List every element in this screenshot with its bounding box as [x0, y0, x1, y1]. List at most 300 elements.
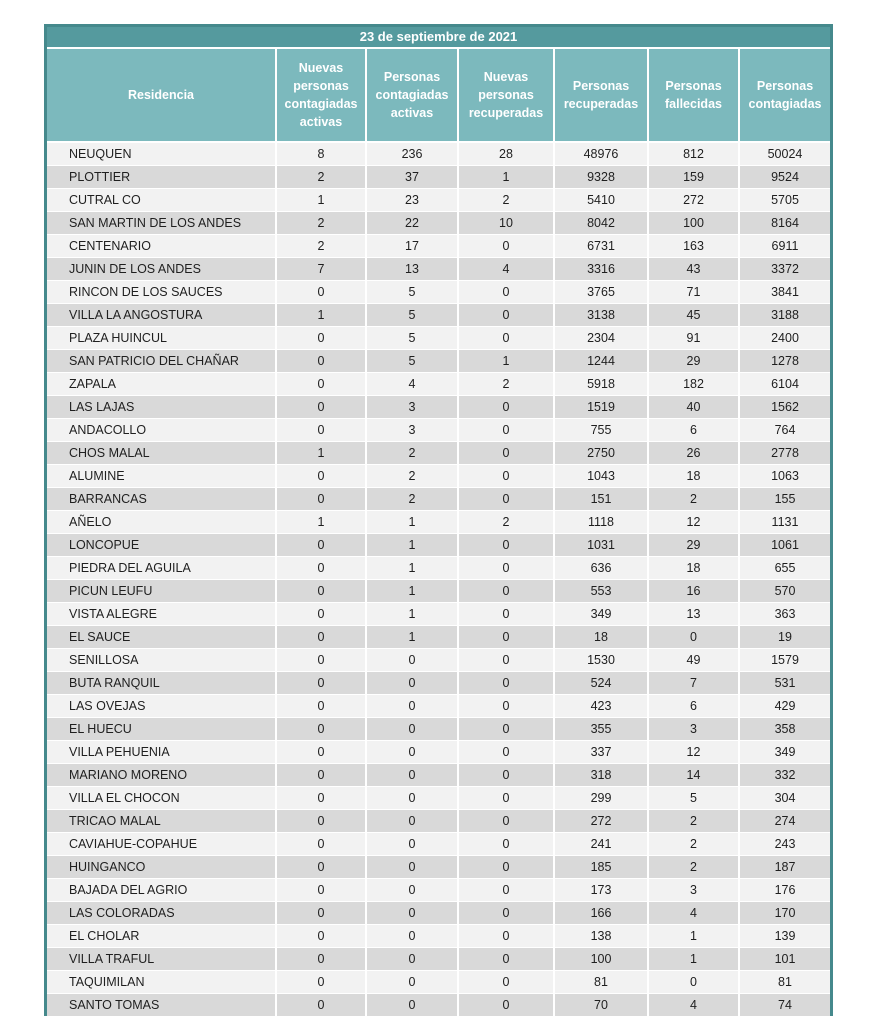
value-cell: 1131 [739, 511, 830, 534]
residencia-cell: PLAZA HUINCUL [47, 327, 276, 350]
value-cell: 531 [739, 672, 830, 695]
value-cell: 0 [276, 741, 366, 764]
value-cell: 243 [739, 833, 830, 856]
table-row [47, 534, 830, 557]
value-cell: 0 [366, 787, 458, 810]
value-cell: 5 [648, 787, 739, 810]
value-cell: 1031 [554, 534, 648, 557]
value-cell: 5 [366, 304, 458, 327]
value-cell: 2 [366, 488, 458, 511]
value-cell: 0 [276, 787, 366, 810]
value-cell: 49 [648, 649, 739, 672]
value-cell: 0 [458, 488, 554, 511]
value-cell: 0 [366, 902, 458, 925]
residencia-cell: ZAPALA [47, 373, 276, 396]
value-cell: 1 [276, 442, 366, 465]
value-cell: 0 [276, 879, 366, 902]
value-cell: 0 [648, 626, 739, 649]
value-cell: 0 [276, 810, 366, 833]
value-cell: 2400 [739, 327, 830, 350]
residencia-cell: BAJADA DEL AGRIO [47, 879, 276, 902]
residencia-cell: TRICAO MALAL [47, 810, 276, 833]
value-cell: 1 [366, 534, 458, 557]
value-cell: 299 [554, 787, 648, 810]
value-cell: 0 [366, 856, 458, 879]
value-cell: 48976 [554, 142, 648, 166]
value-cell: 0 [458, 695, 554, 718]
value-cell: 100 [554, 948, 648, 971]
value-cell: 71 [648, 281, 739, 304]
value-cell: 139 [739, 925, 830, 948]
value-cell: 0 [276, 373, 366, 396]
value-cell: 2750 [554, 442, 648, 465]
value-cell: 70 [554, 994, 648, 1017]
table-row [47, 603, 830, 626]
table-row [47, 350, 830, 373]
value-cell: 0 [458, 787, 554, 810]
table-row [47, 419, 830, 442]
value-cell: 74 [739, 994, 830, 1017]
residencia-cell: AÑELO [47, 511, 276, 534]
value-cell: 0 [648, 971, 739, 994]
value-cell: 10 [458, 212, 554, 235]
value-cell: 138 [554, 925, 648, 948]
value-cell: 1061 [739, 534, 830, 557]
residencia-cell: HUINGANCO [47, 856, 276, 879]
value-cell: 1 [648, 948, 739, 971]
value-cell: 0 [276, 948, 366, 971]
value-cell: 91 [648, 327, 739, 350]
table-row [47, 511, 830, 534]
value-cell: 0 [366, 925, 458, 948]
table-row [47, 189, 830, 212]
residencia-cell: ALUMINE [47, 465, 276, 488]
value-cell: 0 [276, 327, 366, 350]
value-cell: 3138 [554, 304, 648, 327]
value-cell: 0 [458, 902, 554, 925]
value-cell: 812 [648, 142, 739, 166]
value-cell: 155 [739, 488, 830, 511]
value-cell: 8 [276, 142, 366, 166]
value-cell: 6104 [739, 373, 830, 396]
value-cell: 1 [366, 603, 458, 626]
table-row [47, 925, 830, 948]
value-cell: 1 [648, 925, 739, 948]
value-cell: 570 [739, 580, 830, 603]
value-cell: 3 [648, 879, 739, 902]
value-cell: 19 [739, 626, 830, 649]
value-cell: 4 [366, 373, 458, 396]
value-cell: 0 [458, 419, 554, 442]
table-row [47, 212, 830, 235]
value-cell: 23 [366, 189, 458, 212]
value-cell: 1118 [554, 511, 648, 534]
value-cell: 0 [366, 879, 458, 902]
value-cell: 29 [648, 350, 739, 373]
value-cell: 1 [366, 511, 458, 534]
value-cell: 14 [648, 764, 739, 787]
table-row [47, 488, 830, 511]
table-row [47, 442, 830, 465]
value-cell: 26 [648, 442, 739, 465]
table-row [47, 695, 830, 718]
table-row [47, 626, 830, 649]
residencia-cell: LAS OVEJAS [47, 695, 276, 718]
value-cell: 166 [554, 902, 648, 925]
value-cell: 176 [739, 879, 830, 902]
table-row [47, 718, 830, 741]
table-row [47, 902, 830, 925]
value-cell: 40 [648, 396, 739, 419]
column-header: Nuevas personas contagiadas activas [276, 49, 366, 142]
value-cell: 241 [554, 833, 648, 856]
residencia-cell: CENTENARIO [47, 235, 276, 258]
value-cell: 170 [739, 902, 830, 925]
value-cell: 0 [366, 948, 458, 971]
value-cell: 2 [648, 833, 739, 856]
value-cell: 9524 [739, 166, 830, 189]
value-cell: 0 [276, 833, 366, 856]
value-cell: 349 [554, 603, 648, 626]
value-cell: 1519 [554, 396, 648, 419]
value-cell: 0 [458, 649, 554, 672]
value-cell: 29 [648, 534, 739, 557]
value-cell: 272 [648, 189, 739, 212]
table-row [47, 856, 830, 879]
table-row [47, 281, 830, 304]
value-cell: 655 [739, 557, 830, 580]
table-row [47, 327, 830, 350]
header-row [47, 49, 830, 142]
value-cell: 0 [458, 235, 554, 258]
value-cell: 0 [276, 764, 366, 787]
value-cell: 0 [366, 649, 458, 672]
value-cell: 0 [276, 465, 366, 488]
value-cell: 0 [276, 626, 366, 649]
residencia-cell: RINCON DE LOS SAUCES [47, 281, 276, 304]
value-cell: 5 [366, 281, 458, 304]
value-cell: 0 [366, 810, 458, 833]
value-cell: 3372 [739, 258, 830, 281]
residencia-cell: PICUN LEUFU [47, 580, 276, 603]
value-cell: 0 [458, 879, 554, 902]
value-cell: 423 [554, 695, 648, 718]
value-cell: 2 [648, 810, 739, 833]
value-cell: 16 [648, 580, 739, 603]
table-title: 23 de septiembre de 2021 [47, 27, 830, 49]
value-cell: 0 [458, 442, 554, 465]
table-row [47, 396, 830, 419]
value-cell: 332 [739, 764, 830, 787]
value-cell: 0 [276, 419, 366, 442]
value-cell: 81 [739, 971, 830, 994]
value-cell: 13 [648, 603, 739, 626]
value-cell: 349 [739, 741, 830, 764]
value-cell: 636 [554, 557, 648, 580]
value-cell: 1 [366, 557, 458, 580]
value-cell: 18 [648, 465, 739, 488]
value-cell: 0 [458, 534, 554, 557]
value-cell: 0 [458, 741, 554, 764]
value-cell: 1278 [739, 350, 830, 373]
value-cell: 2 [458, 189, 554, 212]
value-cell: 1530 [554, 649, 648, 672]
value-cell: 0 [458, 672, 554, 695]
value-cell: 363 [739, 603, 830, 626]
value-cell: 274 [739, 810, 830, 833]
value-cell: 0 [276, 994, 366, 1017]
value-cell: 0 [458, 603, 554, 626]
value-cell: 304 [739, 787, 830, 810]
value-cell: 0 [276, 580, 366, 603]
value-cell: 3316 [554, 258, 648, 281]
table-row [47, 580, 830, 603]
value-cell: 37 [366, 166, 458, 189]
table-row [47, 994, 830, 1017]
residencia-cell: TAQUIMILAN [47, 971, 276, 994]
residencia-cell: SAN PATRICIO DEL CHAÑAR [47, 350, 276, 373]
residencia-cell: VISTA ALEGRE [47, 603, 276, 626]
table-row [47, 879, 830, 902]
table-row [47, 971, 830, 994]
table-row [47, 235, 830, 258]
value-cell: 358 [739, 718, 830, 741]
value-cell: 0 [366, 741, 458, 764]
value-cell: 6731 [554, 235, 648, 258]
value-cell: 0 [276, 902, 366, 925]
residencia-cell: CUTRAL CO [47, 189, 276, 212]
value-cell: 159 [648, 166, 739, 189]
value-cell: 1579 [739, 649, 830, 672]
residencia-cell: VILLA EL CHOCON [47, 787, 276, 810]
value-cell: 5 [366, 350, 458, 373]
table-row [47, 810, 830, 833]
table-row [47, 741, 830, 764]
table-row [47, 557, 830, 580]
residencia-cell: NEUQUEN [47, 142, 276, 166]
value-cell: 8164 [739, 212, 830, 235]
residencia-cell: VILLA LA ANGOSTURA [47, 304, 276, 327]
value-cell: 2 [366, 442, 458, 465]
value-cell: 0 [276, 534, 366, 557]
column-header: Personas recuperadas [554, 49, 648, 142]
covid-report-table [44, 24, 833, 1016]
value-cell: 6 [648, 419, 739, 442]
value-cell: 337 [554, 741, 648, 764]
value-cell: 0 [366, 833, 458, 856]
value-cell: 173 [554, 879, 648, 902]
value-cell: 272 [554, 810, 648, 833]
value-cell: 4 [648, 902, 739, 925]
value-cell: 3765 [554, 281, 648, 304]
value-cell: 318 [554, 764, 648, 787]
residencia-cell: LAS COLORADAS [47, 902, 276, 925]
value-cell: 0 [458, 281, 554, 304]
value-cell: 17 [366, 235, 458, 258]
value-cell: 5918 [554, 373, 648, 396]
value-cell: 43 [648, 258, 739, 281]
value-cell: 1562 [739, 396, 830, 419]
value-cell: 101 [739, 948, 830, 971]
data-table [47, 49, 830, 1016]
value-cell: 5 [366, 327, 458, 350]
value-cell: 0 [276, 649, 366, 672]
residencia-cell: MARIANO MORENO [47, 764, 276, 787]
value-cell: 50024 [739, 142, 830, 166]
value-cell: 81 [554, 971, 648, 994]
value-cell: 187 [739, 856, 830, 879]
value-cell: 0 [458, 557, 554, 580]
value-cell: 1 [276, 189, 366, 212]
value-cell: 2 [276, 235, 366, 258]
value-cell: 236 [366, 142, 458, 166]
value-cell: 2304 [554, 327, 648, 350]
value-cell: 22 [366, 212, 458, 235]
value-cell: 100 [648, 212, 739, 235]
value-cell: 0 [458, 948, 554, 971]
table-row [47, 833, 830, 856]
value-cell: 2 [458, 511, 554, 534]
value-cell: 0 [458, 833, 554, 856]
residencia-cell: PLOTTIER [47, 166, 276, 189]
value-cell: 1 [276, 511, 366, 534]
value-cell: 0 [366, 672, 458, 695]
value-cell: 0 [276, 925, 366, 948]
value-cell: 12 [648, 511, 739, 534]
residencia-cell: SANTO TOMAS [47, 994, 276, 1017]
value-cell: 0 [458, 580, 554, 603]
table-row [47, 672, 830, 695]
table-row [47, 373, 830, 396]
value-cell: 0 [458, 764, 554, 787]
value-cell: 2 [366, 465, 458, 488]
value-cell: 1063 [739, 465, 830, 488]
column-header: Personas fallecidas [648, 49, 739, 142]
value-cell: 18 [554, 626, 648, 649]
value-cell: 18 [648, 557, 739, 580]
column-header: Nuevas personas recuperadas [458, 49, 554, 142]
value-cell: 0 [458, 718, 554, 741]
residencia-cell: JUNIN DE LOS ANDES [47, 258, 276, 281]
value-cell: 0 [276, 281, 366, 304]
value-cell: 3841 [739, 281, 830, 304]
table-row [47, 304, 830, 327]
table-row [47, 787, 830, 810]
value-cell: 1244 [554, 350, 648, 373]
table-row [47, 649, 830, 672]
residencia-cell: SENILLOSA [47, 649, 276, 672]
residencia-cell: LAS LAJAS [47, 396, 276, 419]
value-cell: 429 [739, 695, 830, 718]
value-cell: 0 [458, 396, 554, 419]
value-cell: 185 [554, 856, 648, 879]
value-cell: 2778 [739, 442, 830, 465]
value-cell: 0 [366, 695, 458, 718]
value-cell: 4 [458, 258, 554, 281]
residencia-cell: CHOS MALAL [47, 442, 276, 465]
value-cell: 0 [458, 304, 554, 327]
value-cell: 12 [648, 741, 739, 764]
residencia-cell: VILLA TRAFUL [47, 948, 276, 971]
value-cell: 6911 [739, 235, 830, 258]
value-cell: 0 [276, 603, 366, 626]
value-cell: 553 [554, 580, 648, 603]
value-cell: 3 [648, 718, 739, 741]
value-cell: 0 [366, 971, 458, 994]
value-cell: 755 [554, 419, 648, 442]
residencia-cell: EL SAUCE [47, 626, 276, 649]
value-cell: 2 [648, 488, 739, 511]
residencia-cell: SAN MARTIN DE LOS ANDES [47, 212, 276, 235]
value-cell: 1 [458, 166, 554, 189]
value-cell: 3188 [739, 304, 830, 327]
value-cell: 2 [276, 212, 366, 235]
value-cell: 7 [648, 672, 739, 695]
residencia-cell: LONCOPUE [47, 534, 276, 557]
residencia-cell: EL CHOLAR [47, 925, 276, 948]
value-cell: 0 [276, 718, 366, 741]
value-cell: 0 [276, 488, 366, 511]
value-cell: 0 [276, 971, 366, 994]
residencia-cell: BUTA RANQUIL [47, 672, 276, 695]
value-cell: 5410 [554, 189, 648, 212]
table-row [47, 142, 830, 166]
value-cell: 2 [458, 373, 554, 396]
value-cell: 0 [366, 764, 458, 787]
value-cell: 1 [366, 580, 458, 603]
value-cell: 9328 [554, 166, 648, 189]
value-cell: 1 [366, 626, 458, 649]
value-cell: 28 [458, 142, 554, 166]
residencia-cell: VILLA PEHUENIA [47, 741, 276, 764]
value-cell: 0 [276, 557, 366, 580]
value-cell: 182 [648, 373, 739, 396]
value-cell: 0 [458, 856, 554, 879]
value-cell: 764 [739, 419, 830, 442]
value-cell: 524 [554, 672, 648, 695]
value-cell: 3 [366, 419, 458, 442]
table-row [47, 764, 830, 787]
table-body [47, 142, 830, 1016]
value-cell: 0 [276, 396, 366, 419]
value-cell: 0 [366, 718, 458, 741]
table-row [47, 948, 830, 971]
value-cell: 1 [276, 304, 366, 327]
value-cell: 0 [276, 856, 366, 879]
value-cell: 0 [458, 810, 554, 833]
value-cell: 0 [366, 994, 458, 1017]
residencia-cell: BARRANCAS [47, 488, 276, 511]
value-cell: 8042 [554, 212, 648, 235]
residencia-cell: ANDACOLLO [47, 419, 276, 442]
value-cell: 7 [276, 258, 366, 281]
value-cell: 45 [648, 304, 739, 327]
value-cell: 151 [554, 488, 648, 511]
table-row [47, 166, 830, 189]
value-cell: 2 [276, 166, 366, 189]
table-row [47, 465, 830, 488]
value-cell: 5705 [739, 189, 830, 212]
column-header: Residencia [47, 49, 276, 142]
column-header: Personas contagiadas [739, 49, 830, 142]
column-header: Personas contagiadas activas [366, 49, 458, 142]
residencia-cell: PIEDRA DEL AGUILA [47, 557, 276, 580]
value-cell: 13 [366, 258, 458, 281]
value-cell: 0 [458, 327, 554, 350]
value-cell: 0 [458, 994, 554, 1017]
value-cell: 0 [276, 672, 366, 695]
value-cell: 0 [458, 925, 554, 948]
